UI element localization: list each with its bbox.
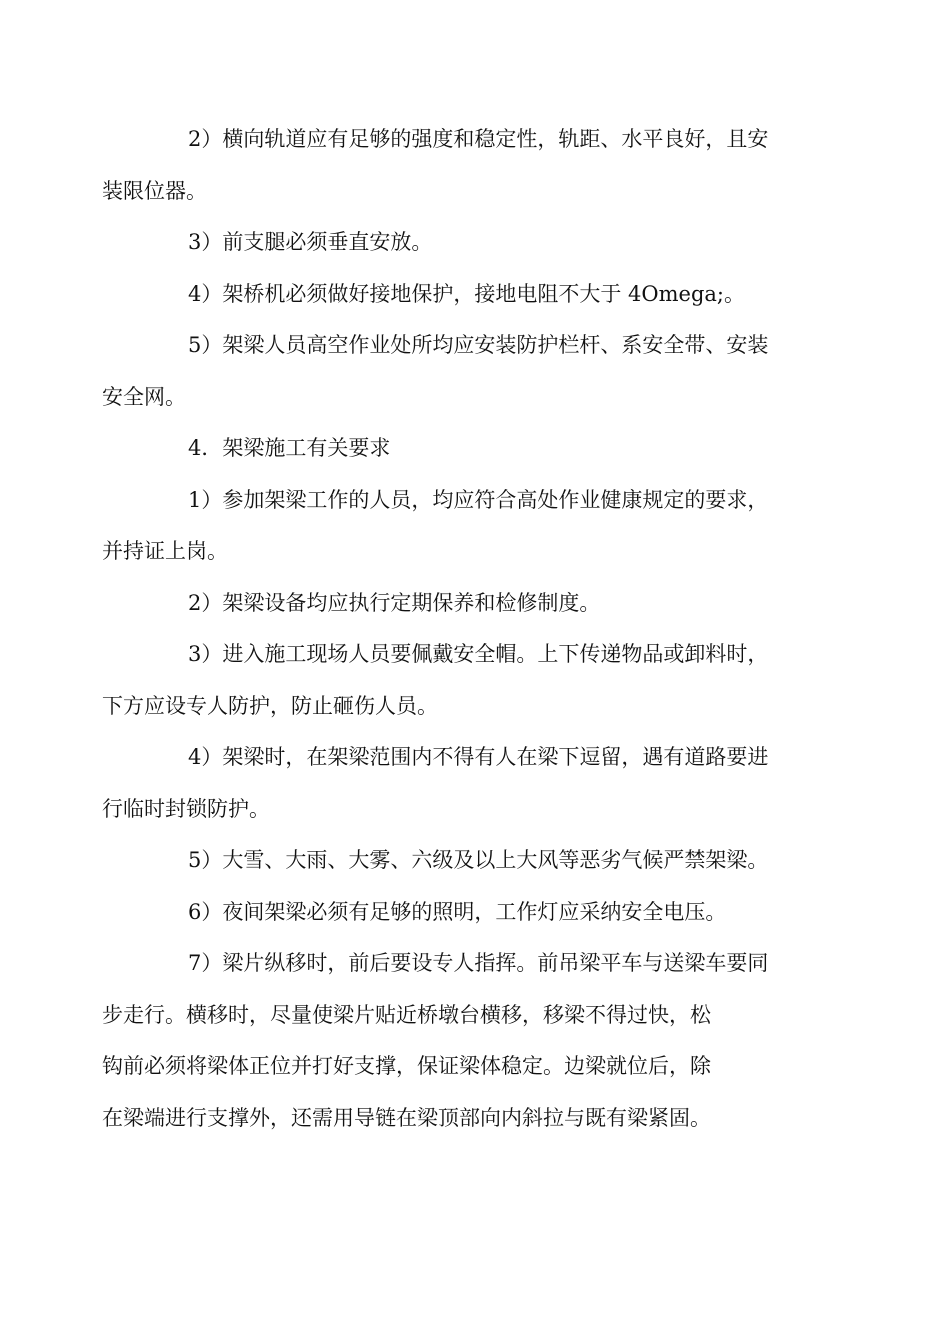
text-line: 4）架桥机必须做好接地保护，接地电阻不大于 4Omega;。 <box>188 281 745 306</box>
paragraph-6-lighting <box>145 887 805 939</box>
paragraph-7-beam-moving <box>102 938 805 1144</box>
text-line: 3）前支腿必须垂直安放。 <box>188 230 433 254</box>
text-line: 并持证上岗。 <box>102 539 228 563</box>
text-line: 步走行。横移时，尽量使梁片贴近桥墩台横移，移梁不得过快，松 <box>102 1002 711 1027</box>
text-line: 1）参加架梁工作的人员，均应符合高处作业健康规定的要求， <box>188 487 769 512</box>
text-line: 4）架梁时，在架梁范围内不得有人在梁下逗留，遇有道路要进 <box>188 745 769 769</box>
paragraph-5-weather <box>145 835 805 887</box>
paragraph-3-support-leg <box>145 217 805 269</box>
section-heading-4 <box>145 423 805 475</box>
paragraph-2-rail <box>102 114 805 217</box>
text-line: 2）架梁设备均应执行定期保养和检修制度。 <box>188 590 601 615</box>
document-body <box>102 114 805 1144</box>
text-line: 7）梁片纵移时，前后要设专人指挥。前吊梁平车与送梁车要同 <box>188 951 769 975</box>
paragraph-5-guardrail <box>102 320 805 423</box>
text-line: 装限位器。 <box>102 178 207 203</box>
paragraph-4-grounding <box>145 269 805 321</box>
text-line: 3）进入施工现场人员要佩戴安全帽。上下传递物品或卸料时， <box>188 642 769 666</box>
text-line: 下方应设专人防护，防止砸伤人员。 <box>102 693 438 718</box>
paragraph-2-maintenance <box>145 578 805 630</box>
text-line: 5）架梁人员高空作业处所均应安装防护栏杆、系安全带、安装 <box>188 333 769 357</box>
section-heading-text: 4．架梁施工有关要求 <box>188 436 391 460</box>
text-line: 钩前必须将梁体正位并打好支撑，保证梁体稳定。边梁就位后，除 <box>102 1054 711 1078</box>
text-line: 安全网。 <box>102 384 186 409</box>
text-line: 在梁端进行支撑外，还需用导链在梁顶部向内斜拉与既有梁紧固。 <box>102 1105 711 1130</box>
text-line: 2）横向轨道应有足够的强度和稳定性，轨距、水平良好，且安 <box>188 127 769 151</box>
paragraph-3-helmet <box>102 629 805 732</box>
paragraph-1-personnel <box>102 475 805 578</box>
text-line: 行临时封锁防护。 <box>102 796 270 821</box>
text-line: 5）大雪、大雨、大雾、六级及以上大风等恶劣气候严禁架梁。 <box>188 848 769 872</box>
paragraph-4-no-loitering <box>102 732 805 835</box>
text-line: 6）夜间架梁必须有足够的照明，工作灯应采纳安全电压。 <box>188 899 727 924</box>
